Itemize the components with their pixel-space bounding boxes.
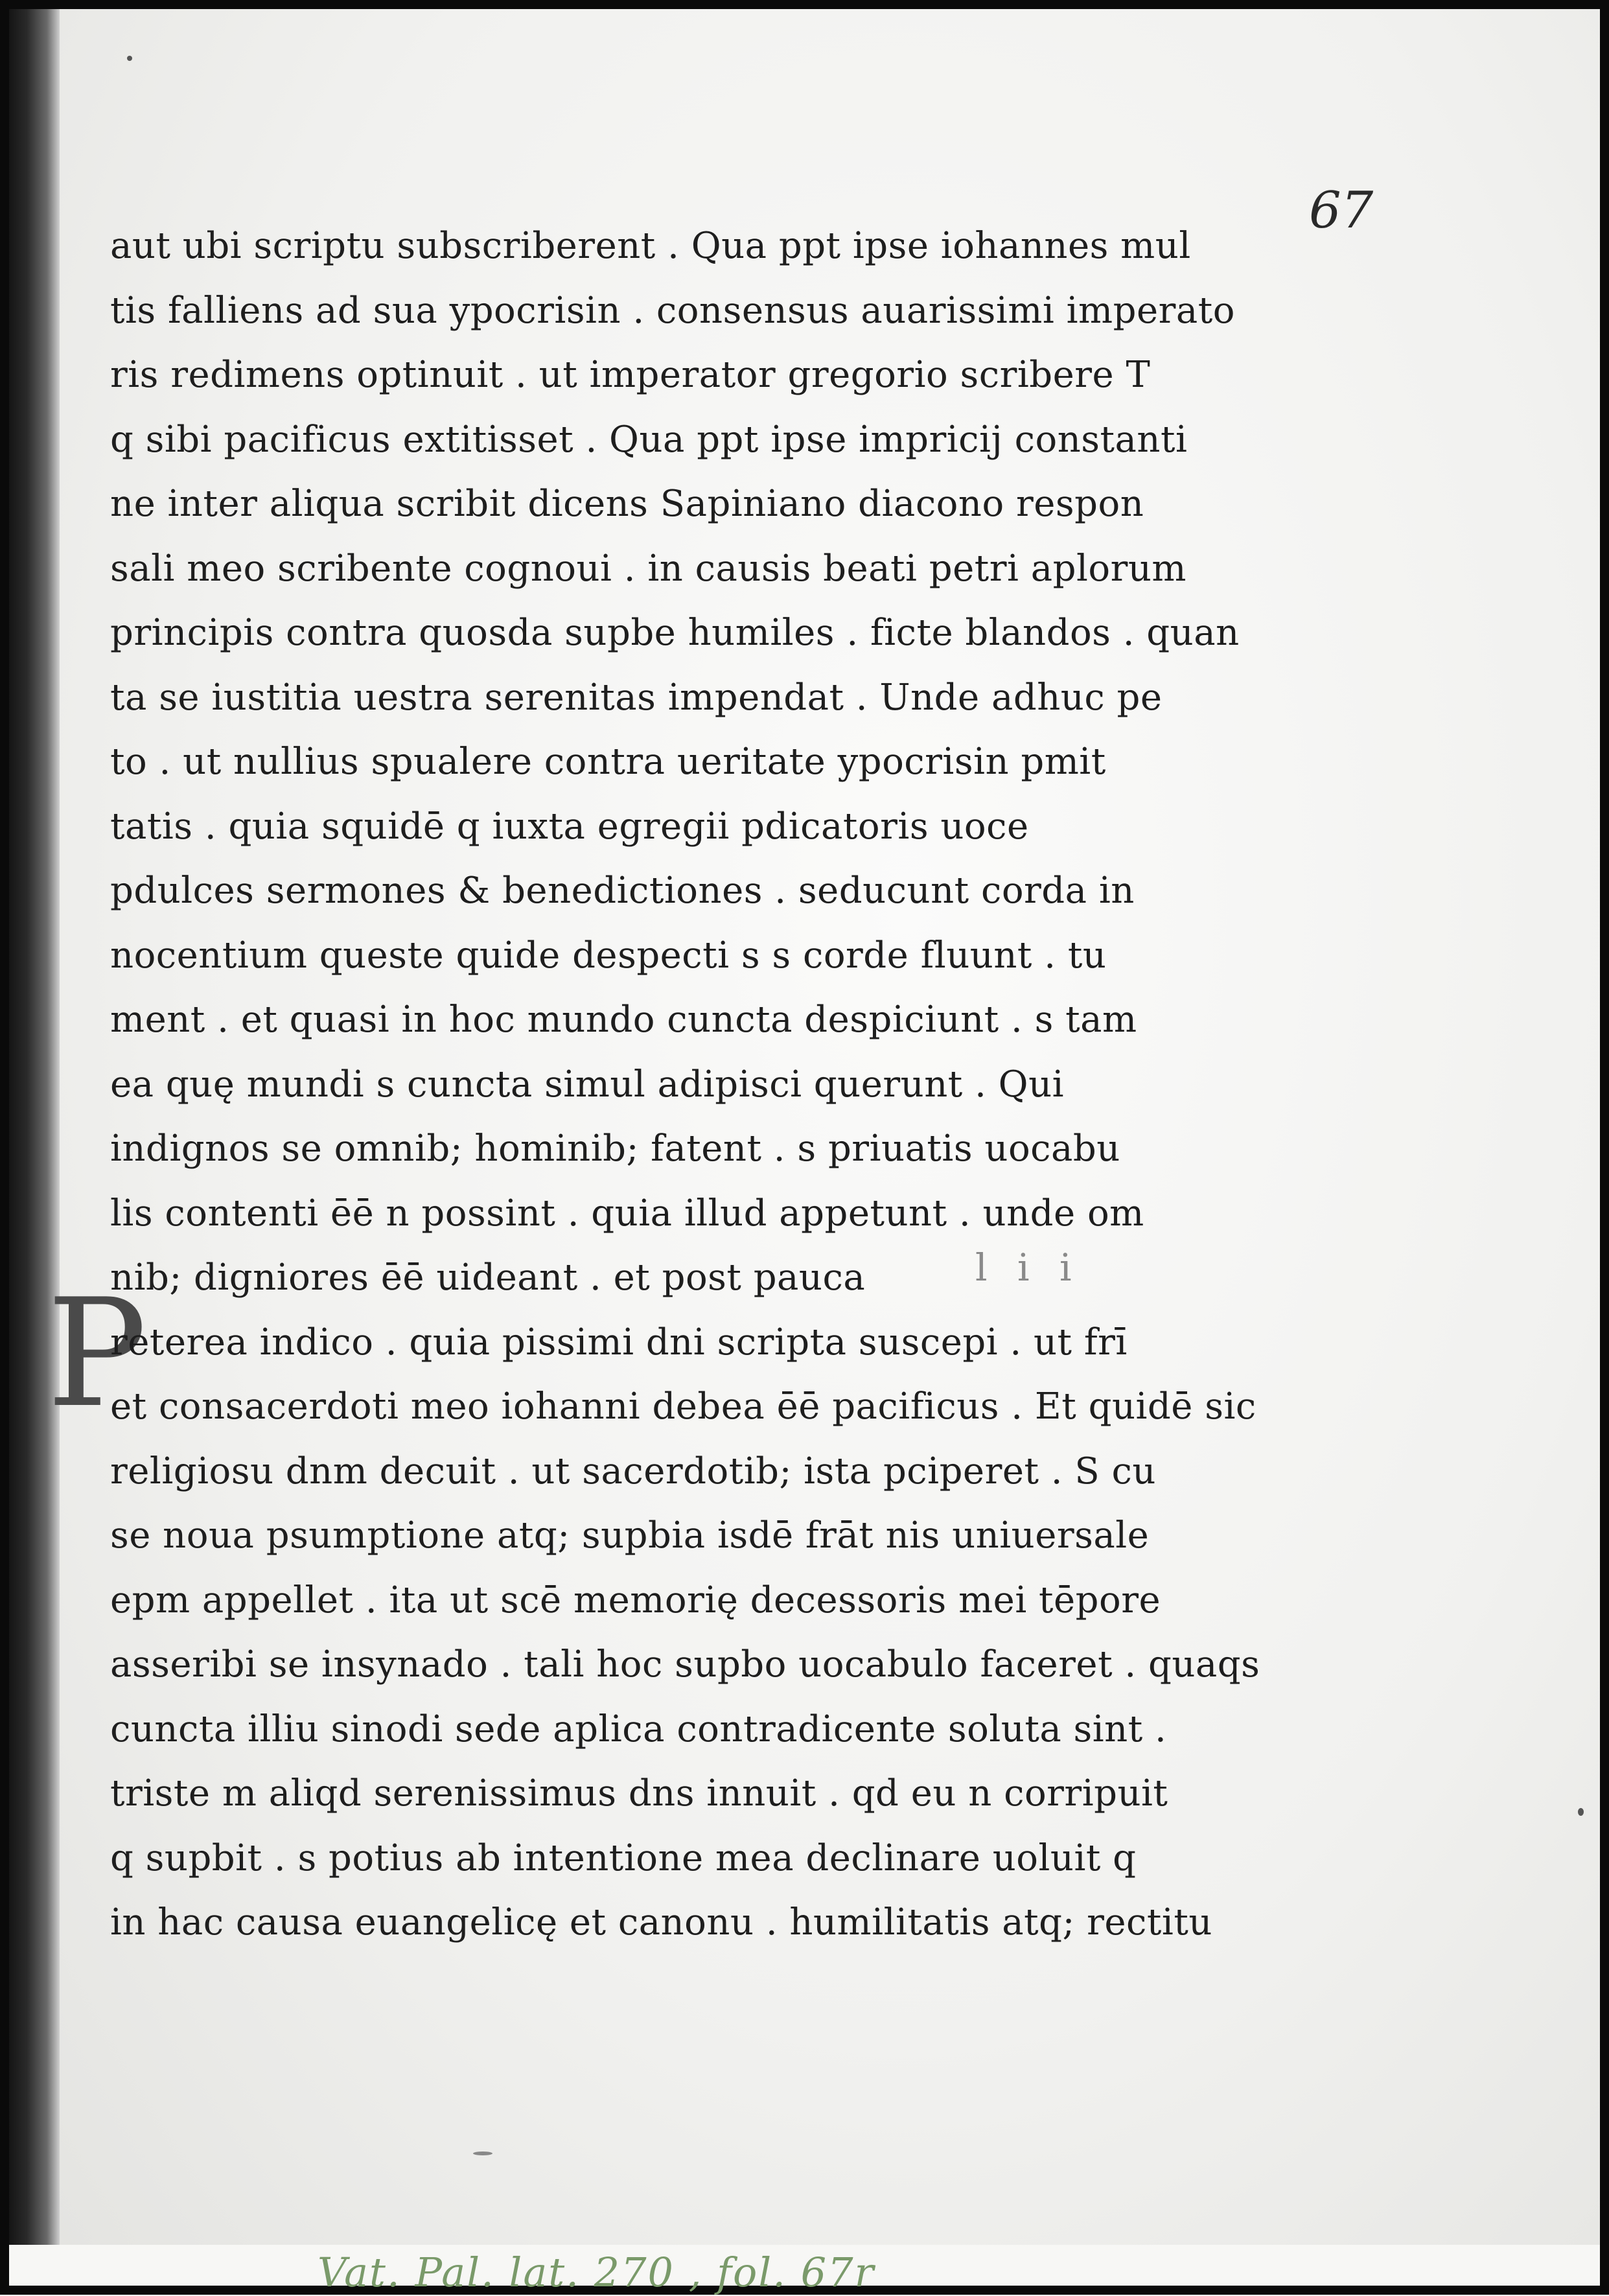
text-line: ment . et quasi in hoc mundo cuncta despiciunt . s tam bbox=[110, 999, 1137, 1041]
text-line: nocentium queste quide despecti s s corde fluunt . tu bbox=[110, 934, 1107, 977]
shelfmark-label: Vat. Pal. lat. 270 , fol. 67r bbox=[318, 2249, 875, 2296]
text-line: asseribi se insynado . tali hoc supbo uocabulo faceret . quaqs bbox=[110, 1643, 1260, 1686]
ink-speck bbox=[1578, 1808, 1584, 1816]
text-line: q supbit . s potius ab intentione mea declinare uoluit q bbox=[110, 1837, 1137, 1879]
text-line: principis contra quosda supbe humiles . ficte blandos . quan bbox=[110, 612, 1240, 654]
text-line: in hac causa euangelicę et canonu . humilitatis atq; rectitu bbox=[110, 1901, 1212, 1943]
text-line: epm appellet . ita ut scē memorię decessoris mei tēpore bbox=[110, 1579, 1161, 1621]
text-line: q sibi pacificus extitisset . Qua ppt ipse impricij constanti bbox=[110, 418, 1188, 461]
text-line: ne inter aliqua scribit dicens Sapiniano diacono respon bbox=[110, 483, 1144, 525]
decorated-initial: P bbox=[47, 1268, 147, 1441]
text-line: ris redimens optinuit . ut imperator gregorio scribere T bbox=[110, 354, 1151, 396]
ink-speck bbox=[127, 56, 132, 61]
text-line: indignos se omnib; hominib; fatent . s priuatis uocabu bbox=[110, 1128, 1120, 1170]
text-line: se noua psumptione atq; supbia isdē frāt nis uniuersale bbox=[110, 1514, 1150, 1557]
folio-number: 67 bbox=[1309, 181, 1374, 240]
text-line: aut ubi scriptu subscriberent . Qua ppt ipse iohannes mul bbox=[110, 225, 1191, 267]
text-line: lis contenti ēē n possint . quia illud appetunt . unde om bbox=[110, 1192, 1144, 1235]
text-line: ta se iustitia uestra serenitas impendat . Unde adhuc pe bbox=[110, 676, 1163, 719]
text-line: nib; digniores ēē uideant . et post pauca bbox=[110, 1257, 866, 1299]
text-line: pdulces sermones & benedictiones . seducunt corda in bbox=[110, 870, 1135, 912]
text-line: triste m aliqd serenissimus dns innuit . qd eu n corripuit bbox=[110, 1772, 1168, 1815]
ink-speck bbox=[473, 2151, 492, 2155]
marginal-chapter-number: l i i bbox=[975, 1246, 1081, 1290]
text-line: cuncta illiu sinodi sede aplica contradicente soluta sint . bbox=[110, 1708, 1167, 1750]
text-line: tatis . quia squidē q iuxta egregii pdicatoris uoce bbox=[110, 805, 1029, 848]
text-line: reterea indico . quia pissimi dni scripta suscepi . ut frī bbox=[110, 1321, 1128, 1363]
binding-gutter bbox=[9, 9, 60, 2245]
text-line: to . ut nullius spualere contra ueritate ypocrisin pmit bbox=[110, 741, 1106, 783]
text-line: et consacerdoti meo iohanni debea ēē pacificus . Et quidē sic bbox=[110, 1386, 1256, 1428]
text-line: sali meo scribente cognoui . in causis beati petri aplorum bbox=[110, 547, 1187, 590]
text-line: tis falliens ad sua ypocrisin . consensus auarissimi imperato bbox=[110, 289, 1235, 332]
manuscript-text bbox=[110, 214, 1315, 1955]
text-line: ea quę mundi s cuncta simul adipisci querunt . Qui bbox=[110, 1063, 1065, 1106]
text-line: religiosu dnm decuit . ut sacerdotib; ista pciperet . S cu bbox=[110, 1450, 1156, 1492]
